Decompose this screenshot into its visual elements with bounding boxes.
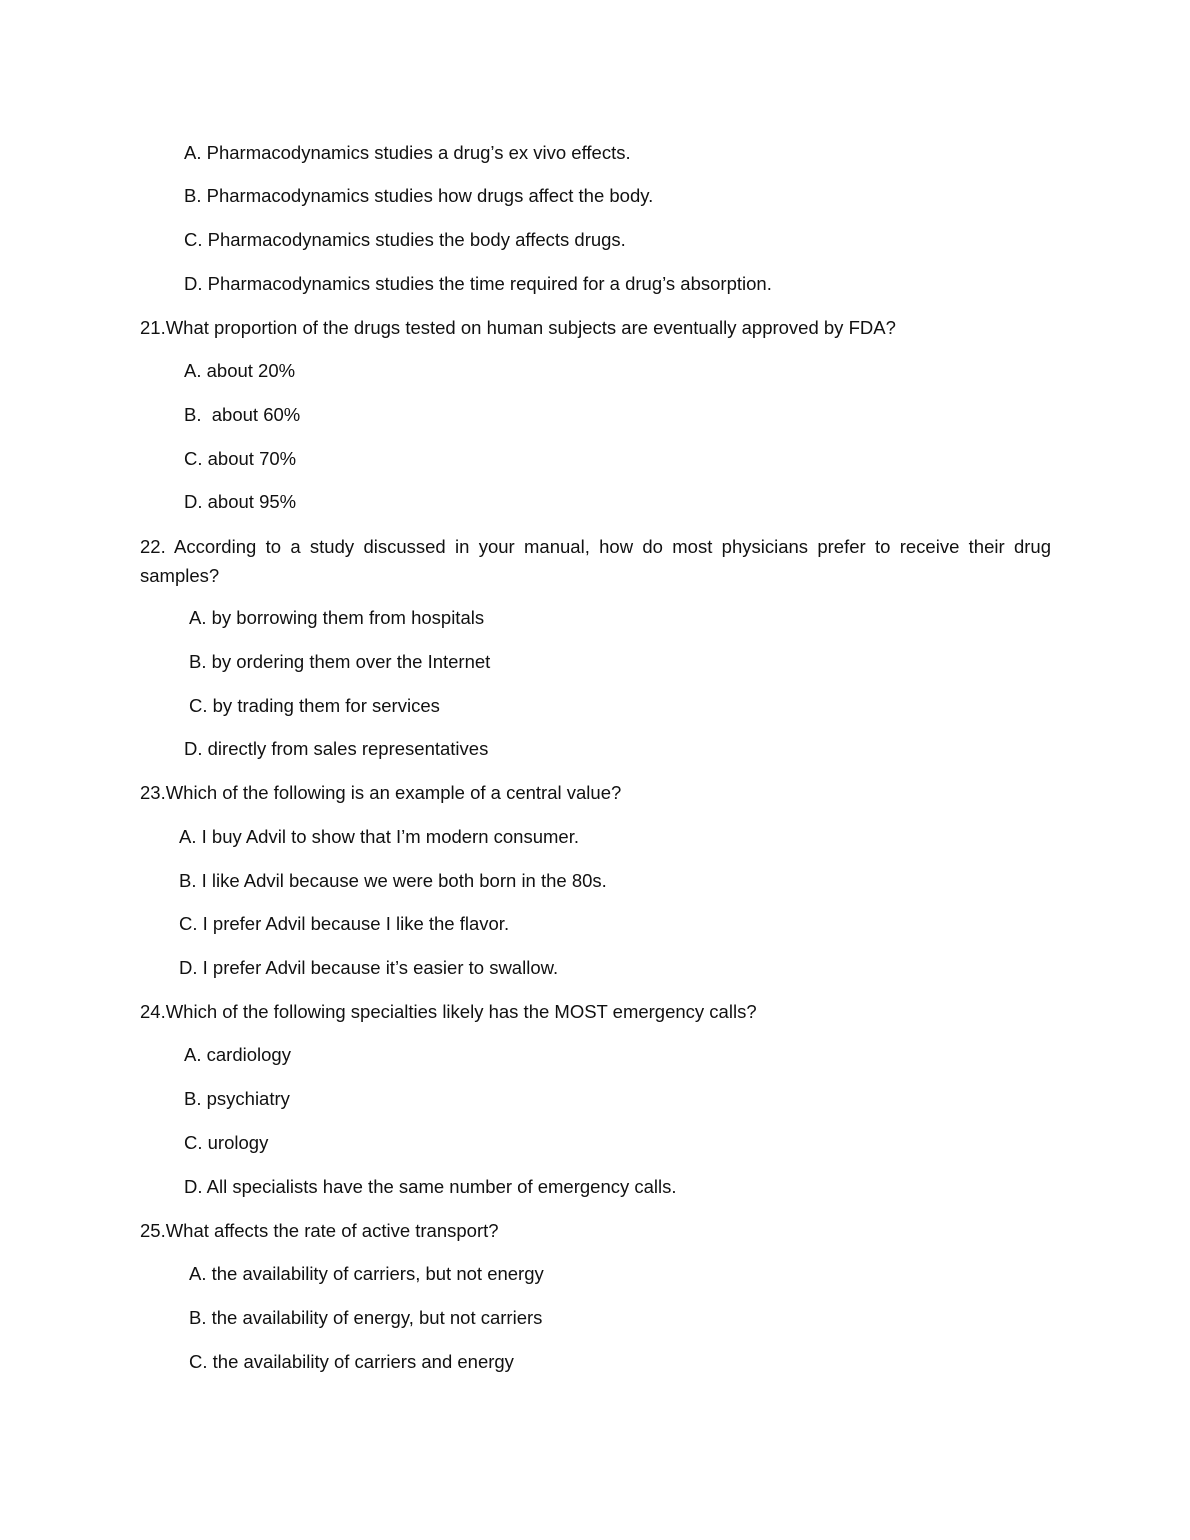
q24-option-a: A. cardiology: [184, 1044, 291, 1065]
q21-option-c: C. about 70%: [184, 448, 297, 469]
q20-option-d: D. Pharmacodynamics studies the time required for a drug’s absorption.: [184, 273, 772, 294]
q24-option-b: B. psychiatry: [184, 1088, 290, 1109]
q22-option-a: A. by borrowing them from hospitals: [189, 607, 485, 628]
q23-option-c: C. I prefer Advil because I like the flavor.: [179, 913, 510, 934]
q23-question: 23.Which of the following is an example of a central value?: [140, 782, 622, 803]
q25-option-c: C. the availability of carriers and energy: [189, 1351, 514, 1372]
q23-option-d: D. I prefer Advil because it’s easier to swallow.: [179, 957, 559, 978]
q20-option-b: B. Pharmacodynamics studies how drugs affect the body.: [184, 185, 654, 206]
q24-option-c: C. urology: [184, 1132, 269, 1153]
q21-option-a: A. about 20%: [184, 360, 296, 381]
q21-question: 21.What proportion of the drugs tested on human subjects are eventually approved by FDA?: [140, 317, 896, 338]
q24-option-d: D. All specialists have the same number of emergency calls.: [184, 1176, 677, 1197]
q25-option-a: A. the availability of carriers, but not energy: [189, 1263, 544, 1284]
q22-option-b: B. by ordering them over the Internet: [189, 651, 491, 672]
q25-question: 25.What affects the rate of active transport?: [140, 1220, 499, 1241]
q20-option-a: A. Pharmacodynamics studies a drug’s ex vivo effects.: [184, 142, 631, 163]
q24-question: 24.Which of the following specialties likely has the MOST emergency calls?: [140, 1001, 757, 1022]
q22-option-d: D. directly from sales representatives: [184, 738, 489, 759]
q25-option-b: B. the availability of energy, but not carriers: [189, 1307, 543, 1328]
q21-option-b: B. about 60%: [184, 404, 301, 425]
q23-option-a: A. I buy Advil to show that I’m modern consumer.: [179, 826, 579, 847]
q23-option-b: B. I like Advil because we were both born in the 80s.: [179, 870, 607, 891]
q21-option-d: D. about 95%: [184, 491, 297, 512]
q20-option-c: C. Pharmacodynamics studies the body affects drugs.: [184, 229, 626, 250]
q22-option-c: C. by trading them for services: [189, 695, 440, 716]
q22-question: 22. According to a study discussed in your manual, how do most physicians prefer to receive their drug samples?: [140, 536, 1051, 586]
